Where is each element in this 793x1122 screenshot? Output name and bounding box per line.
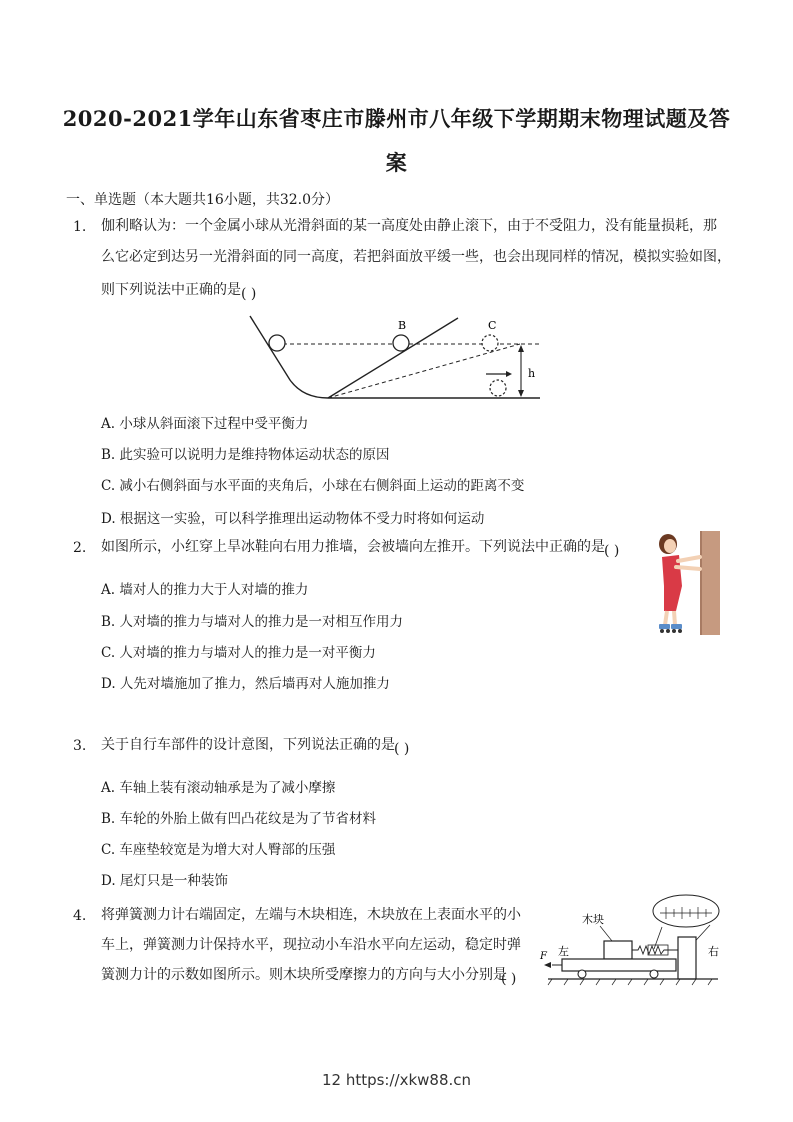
skate-right — [671, 624, 682, 629]
girl-face — [664, 539, 676, 553]
question-2-number: 2. — [73, 540, 87, 556]
ball-start — [269, 335, 285, 351]
label-b: B — [398, 319, 407, 332]
label-c: C — [488, 319, 497, 332]
wall — [700, 531, 720, 635]
cart-wheel-left — [578, 970, 586, 978]
label-h: h — [528, 367, 536, 380]
question-4-line-3: 簧测力计的示数如图所示。则木块所受摩擦力的方向与大小分别是 — [101, 967, 507, 983]
figure-incline-experiment — [240, 312, 550, 412]
girl-dress — [662, 555, 682, 611]
question-3-option-c: C. 车座垫较宽是为增大对人臀部的压强 — [101, 842, 336, 858]
question-2-option-d: D. 人先对墙施加了推力，然后墙再对人施加推力 — [101, 676, 390, 692]
question-1-number: 1. — [73, 219, 87, 235]
ball-b — [393, 335, 409, 351]
page-title-continued: 案 — [385, 150, 408, 175]
question-3-line-1: 关于自行车部件的设计意图，下列说法正确的是 — [101, 737, 395, 753]
question-1-option-a: A. 小球从斜面滚下过程中受平衡力 — [101, 416, 309, 432]
arrow-left-icon — [544, 962, 551, 968]
ball-c — [482, 335, 498, 351]
question-2-answer-bracket: ( ) — [604, 543, 620, 559]
page-footer: 12 https://xkw88.cn — [321, 1071, 472, 1089]
label-left: 左 — [558, 945, 569, 958]
arrow-up-icon — [518, 345, 524, 352]
question-2-option-c: C. 人对墙的推力与墙对人的推力是一对平衡力 — [101, 645, 376, 661]
question-1-option-b: B. 此实验可以说明力是维持物体运动状态的原因 — [101, 447, 390, 463]
question-1-line-2: 么它必定到达另一光滑斜面的同一高度，若把斜面放平缓一些，也会出现同样的情况，模拟实验如图， — [101, 249, 731, 265]
arrow-right-icon — [506, 371, 512, 377]
question-4-answer-bracket: ( ) — [501, 971, 517, 987]
figure-spring-scale-cart — [538, 893, 724, 990]
question-3-option-b: B. 车轮的外胎上做有凹凸花纹是为了节省材料 — [101, 811, 377, 827]
ball-moving — [490, 380, 506, 396]
question-3-option-a: A. 车轴上装有滚动轴承是为了减小摩擦 — [101, 780, 336, 796]
question-1-line-3: 则下列说法中正确的是 — [101, 282, 241, 298]
question-1-option-d: D. 根据这一实验，可以科学推理出运动物体不受力时将如何运动 — [101, 511, 485, 527]
arrow-down-icon — [518, 390, 524, 397]
fixed-post — [678, 937, 696, 979]
question-1-line-1: 伽利略认为：一个金属小球从光滑斜面的某一高度处由静止滚下，由于不受阻力，没有能量损耗，那 — [101, 218, 717, 234]
question-4-number: 4. — [73, 908, 87, 924]
scale-magnifier — [653, 895, 719, 927]
question-2-line-1: 如图所示，小红穿上旱冰鞋向右用力推墙，会被墙向左推开。下列说法中正确的是 — [101, 539, 605, 555]
question-3-answer-bracket: ( ) — [394, 741, 410, 757]
cart-body — [562, 959, 676, 971]
section-header: 一、单选题（本大题共16小题，共32.0分） — [66, 192, 339, 208]
track-right-incline — [328, 318, 458, 398]
label-wooden-block: 木块 — [582, 913, 604, 926]
question-1-answer-bracket: ( ) — [241, 286, 257, 302]
question-4-line-2: 车上，弹簧测力计保持水平，现拉动小车沿水平向左运动，稳定时弹 — [101, 937, 521, 953]
question-2-option-a: A. 墙对人的推力大于人对墙的推力 — [101, 582, 309, 598]
skate-left — [659, 624, 670, 629]
label-force-f: F — [540, 951, 547, 962]
wooden-block — [604, 941, 632, 959]
question-3-option-d: D. 尾灯只是一种装饰 — [101, 873, 228, 889]
question-4-line-1: 将弹簧测力计右端固定，左端与木块相连，木块放在上表面水平的小 — [101, 907, 521, 923]
question-3-number: 3. — [73, 738, 87, 754]
page-title: 2020-2021学年山东省枣庄市滕州市八年级下学期期末物理试题及答 — [62, 106, 731, 131]
question-1-option-c: C. 减小右侧斜面与水平面的夹角后，小球在右侧斜面上运动的距离不变 — [101, 478, 525, 494]
cart-wheel-right — [650, 970, 658, 978]
figure-girl-pushing-wall — [652, 531, 720, 635]
label-right: 右 — [708, 945, 719, 958]
question-2-option-b: B. 人对墙的推力与墙对人的推力是一对相互作用力 — [101, 614, 404, 630]
